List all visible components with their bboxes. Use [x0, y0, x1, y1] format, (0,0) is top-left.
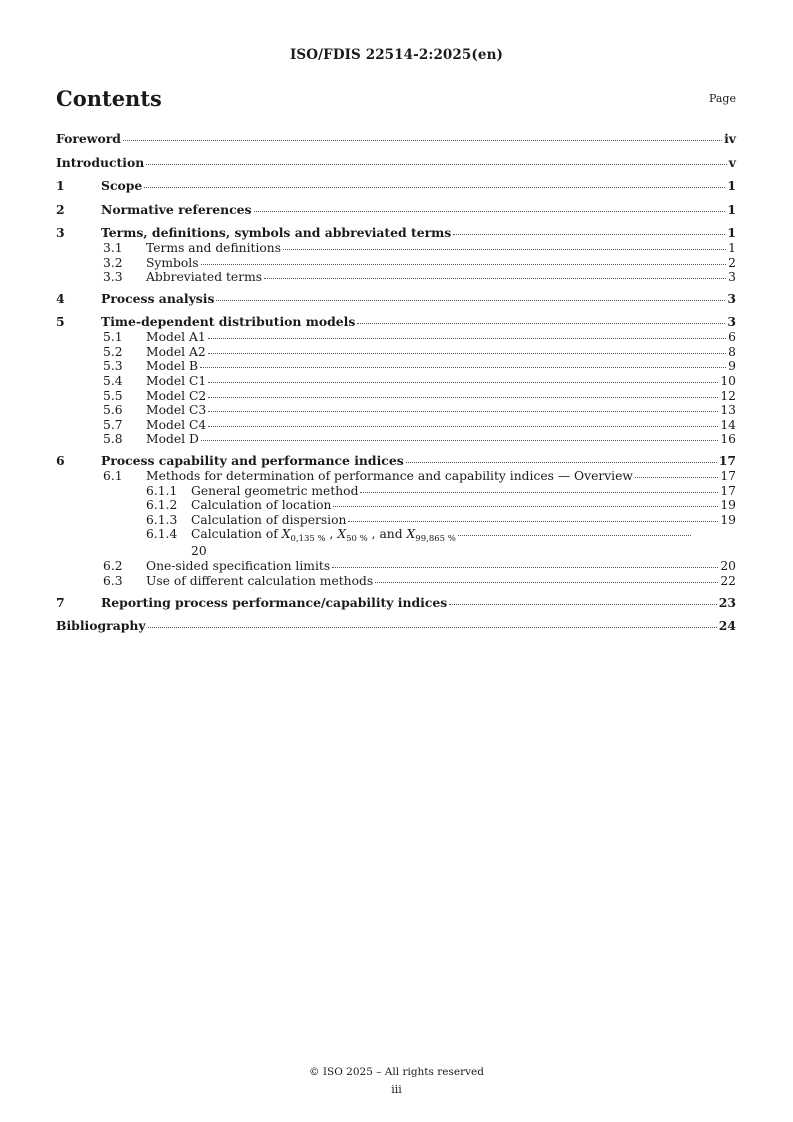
dot-leader — [123, 139, 722, 141]
toc-label: Foreword — [56, 131, 121, 146]
toc-entry-methods-overview[interactable] — [56, 469, 736, 484]
toc-page: 14 — [720, 417, 736, 432]
dot-leader — [375, 581, 718, 583]
toc-label: Model C2 — [146, 388, 207, 403]
dot-leader — [208, 381, 718, 383]
toc-number: 6.1.1 — [146, 483, 178, 498]
toc-entry-calculation-dispersion[interactable] — [56, 513, 736, 528]
document-id-header: ISO/FDIS 22514-2:2025(en) — [289, 47, 503, 63]
toc-entry-different-methods[interactable] — [56, 574, 736, 589]
toc-entry-distribution-models[interactable] — [56, 312, 736, 330]
toc-number: 5 — [56, 314, 65, 330]
toc-label: Process analysis — [101, 290, 215, 306]
toc-label: Model C1 — [146, 374, 207, 389]
dot-leader — [449, 603, 716, 605]
toc-label: Calculation of location — [191, 498, 332, 513]
dot-leader — [208, 410, 718, 412]
toc-page: 10 — [720, 374, 736, 389]
toc-entry-calculation-quantiles[interactable] — [56, 527, 736, 559]
toc-number: 5.8 — [103, 432, 123, 447]
toc-number: 2 — [56, 201, 65, 217]
toc-entry-process-analysis[interactable] — [56, 289, 736, 313]
toc-label: Model C4 — [146, 417, 207, 432]
table-of-contents — [56, 129, 736, 640]
toc-label: Model B — [146, 359, 199, 374]
toc-entry-model-c2[interactable] — [56, 389, 736, 404]
dot-leader — [201, 439, 718, 441]
toc-entry-capability-indices[interactable] — [56, 451, 736, 469]
quantile-variable: X — [406, 527, 416, 542]
toc-entry-normative-references[interactable] — [56, 200, 736, 224]
toc-label: Scope — [101, 178, 143, 193]
toc-label-and: , and — [371, 527, 403, 542]
toc-entry-model-b[interactable] — [56, 359, 736, 374]
toc-page: 16 — [720, 432, 736, 447]
dot-leader — [332, 566, 718, 568]
toc-entry-symbols[interactable] — [56, 256, 736, 271]
toc-label: Terms, definitions, symbols and abbreviated terms — [101, 225, 452, 240]
contents-title: Contents — [56, 86, 162, 111]
toc-label-formula: Calculation of $X_{0,135 \%}$ , $X_{50 \%}$ , and $X_{99,865 \%}$ — [191, 527, 456, 545]
dot-leader — [254, 210, 726, 212]
toc-number: 1 — [56, 178, 65, 193]
toc-entry-abbreviated-terms[interactable] — [56, 270, 736, 285]
toc-label: Methods for determination of performance and capability indices — Overview — [146, 469, 633, 484]
toc-label-prefix: Calculation of — [191, 527, 278, 542]
dot-leader — [635, 476, 718, 478]
quantile-variable: X — [337, 527, 347, 542]
toc-page: 3 — [728, 270, 736, 285]
toc-label: Calculation of dispersion — [191, 512, 347, 527]
toc-page: 20 — [720, 559, 736, 574]
toc-label: Model A2 — [146, 344, 206, 359]
toc-entry-model-a2[interactable] — [56, 345, 736, 360]
dot-leader — [201, 263, 727, 265]
dot-leader — [360, 491, 718, 493]
dot-leader — [406, 461, 717, 463]
dot-leader — [348, 520, 718, 522]
toc-number: 6.1.3 — [146, 512, 178, 527]
toc-entry-bibliography[interactable] — [56, 616, 736, 640]
toc-page: 12 — [720, 388, 736, 403]
toc-label: Process capability and performance indices — [101, 453, 404, 469]
toc-number: 6 — [56, 453, 65, 469]
toc-page: v — [728, 154, 736, 170]
toc-number: 3.3 — [103, 270, 123, 285]
page-folio: iii — [391, 1083, 402, 1096]
page-column-label: Page — [708, 92, 736, 105]
dot-leader — [333, 505, 718, 507]
toc-page: 13 — [720, 403, 736, 418]
toc-entry-model-c3[interactable] — [56, 403, 736, 418]
toc-page: 3 — [727, 314, 736, 330]
toc-page: 17 — [720, 469, 736, 484]
toc-number: 6.3 — [103, 574, 123, 588]
toc-number: 3.1 — [103, 241, 123, 255]
toc-label: Time-dependent distribution models — [101, 314, 356, 330]
toc-label: Symbols — [146, 255, 199, 270]
dot-leader — [208, 337, 726, 339]
toc-page: 1 — [727, 201, 736, 217]
toc-entry-model-a1[interactable] — [56, 330, 736, 345]
toc-label: Model D — [146, 432, 199, 447]
toc-number: 5.3 — [103, 359, 123, 374]
toc-page: 2 — [728, 255, 736, 270]
toc-page: 19 — [720, 498, 736, 513]
quantile-subscript: 0,135 % — [290, 534, 326, 545]
quantile-subscript: 50 % — [346, 534, 368, 545]
toc-number: 6.1.4 — [146, 527, 178, 542]
toc-page: 22 — [720, 574, 736, 588]
toc-page: 3 — [727, 290, 736, 306]
copyright-notice: © ISO 2025 – All rights reserved — [309, 1066, 484, 1078]
dot-leader — [216, 299, 725, 301]
toc-number: 5.7 — [103, 417, 123, 432]
dot-leader — [208, 425, 718, 427]
toc-page: 24 — [718, 618, 736, 634]
toc-page: 23 — [718, 594, 736, 610]
toc-page: 9 — [728, 359, 736, 374]
toc-entry-calculation-location[interactable] — [56, 498, 736, 513]
toc-page: 8 — [728, 344, 736, 359]
toc-label: Model A1 — [146, 330, 206, 345]
quantile-variable: X — [281, 527, 291, 542]
dot-leader — [148, 626, 717, 628]
toc-number: 3 — [56, 225, 65, 240]
toc-page: iv — [724, 131, 736, 146]
toc-entry-foreword[interactable] — [56, 129, 736, 153]
toc-number: 6.1 — [103, 469, 123, 484]
toc-number: 5.6 — [103, 403, 123, 418]
toc-entry-model-c1[interactable] — [56, 374, 736, 389]
toc-page: 1 — [727, 178, 736, 193]
toc-label: Bibliography — [56, 618, 146, 634]
dot-leader — [357, 322, 725, 324]
toc-label: General geometric method — [191, 483, 359, 498]
toc-label: Use of different calculation methods — [146, 574, 374, 588]
toc-label: Normative references — [101, 201, 252, 217]
toc-number: 6.2 — [103, 559, 123, 574]
toc-number: 5.4 — [103, 374, 123, 389]
toc-page: 17 — [720, 483, 736, 498]
dot-leader — [458, 534, 691, 536]
dot-leader — [200, 366, 726, 368]
toc-number: 3.2 — [103, 255, 123, 270]
toc-label: Model C3 — [146, 403, 207, 418]
toc-page: 1 — [727, 225, 736, 240]
toc-entry-terms-definitions[interactable] — [56, 223, 736, 241]
toc-label: Introduction — [56, 154, 145, 170]
quantile-subscript: 99,865 % — [415, 534, 456, 545]
toc-entry-terms-and-definitions[interactable] — [56, 241, 736, 256]
toc-entry-model-c4[interactable] — [56, 418, 736, 433]
dot-leader — [208, 352, 726, 354]
toc-entry-geometric-method[interactable] — [56, 484, 736, 499]
toc-number: 5.5 — [103, 388, 123, 403]
toc-page: 6 — [728, 330, 736, 345]
toc-number: 7 — [56, 594, 65, 610]
toc-entry-one-sided-limits[interactable] — [56, 559, 736, 574]
toc-page: 17 — [718, 453, 736, 469]
toc-number: 5.1 — [103, 330, 123, 345]
toc-entry-reporting[interactable] — [56, 593, 736, 617]
dot-leader — [208, 396, 718, 398]
toc-page: 1 — [728, 241, 736, 255]
toc-label: One-sided specification limits — [146, 559, 331, 574]
toc-label: Terms and definitions — [146, 241, 282, 255]
toc-label: Reporting process performance/capability indices — [101, 594, 448, 610]
toc-number: 6.1.2 — [146, 498, 178, 513]
dot-leader — [146, 163, 727, 165]
toc-page: 19 — [720, 512, 736, 527]
dot-leader — [453, 233, 725, 235]
toc-number: 4 — [56, 290, 65, 306]
dot-leader — [283, 248, 726, 250]
toc-number: 5.2 — [103, 344, 123, 359]
dot-leader — [264, 277, 726, 279]
toc-entry-scope[interactable] — [56, 176, 736, 200]
toc-entry-introduction[interactable] — [56, 153, 736, 177]
toc-entry-model-d[interactable] — [56, 432, 736, 447]
toc-page: 20 — [191, 544, 207, 559]
dot-leader — [144, 186, 725, 188]
toc-label: Abbreviated terms — [146, 270, 263, 285]
